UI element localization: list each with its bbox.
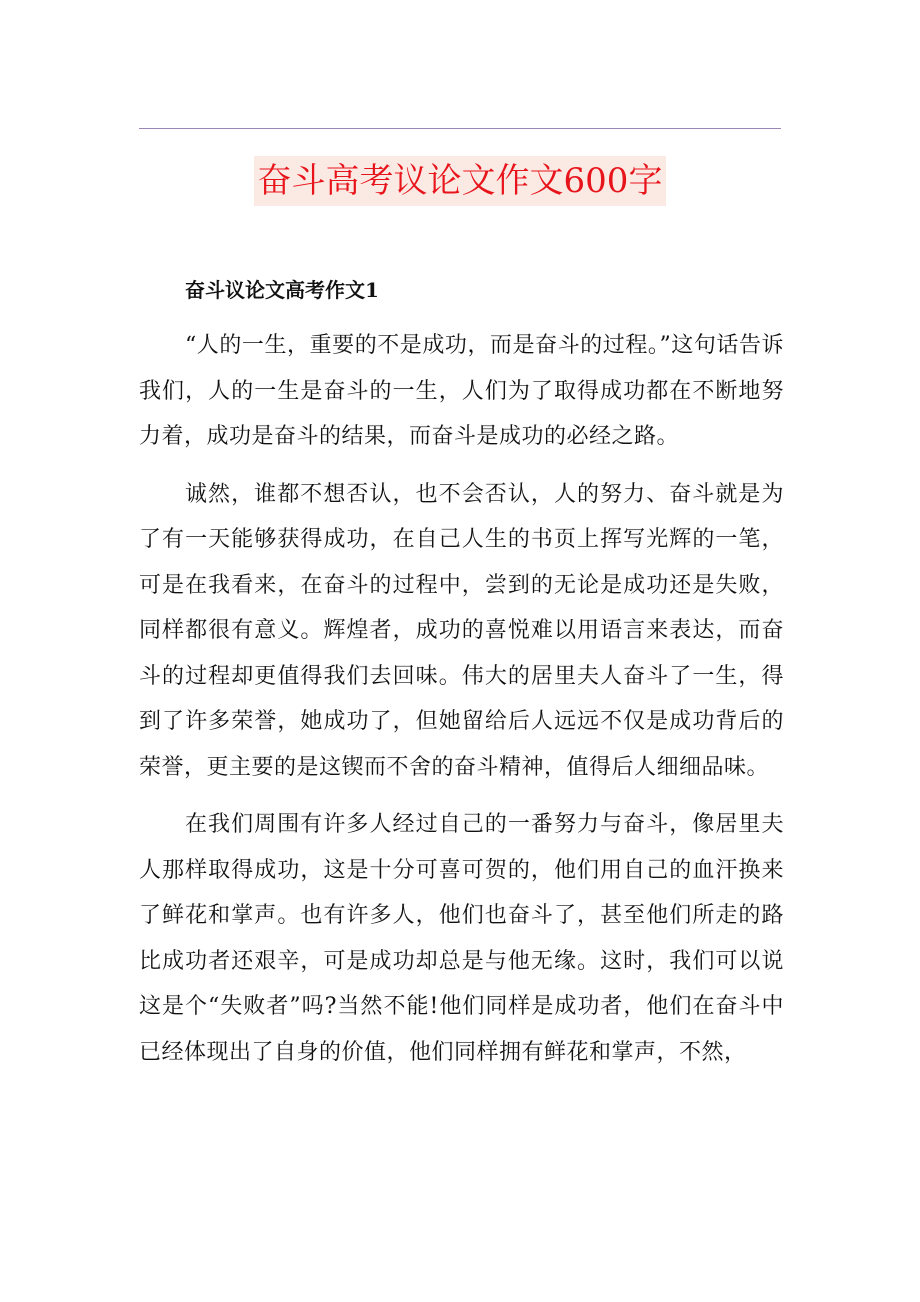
document-body: [139, 268, 784, 1087]
paragraph-1: “人的一生，重要的不是成功，而是奋斗的过程。”这句话告诉我们，人的一生是奋斗的一生，人们为了取得成功都在不断地努力着，成功是奋斗的结果，而奋斗是成功的必经之路。: [139, 333, 784, 449]
paragraph-3: 在我们周围有许多人经过自己的一番努力与奋斗，像居里夫人那样取得成功，这是十分可喜可贺的，他们用自己的血汗换来了鲜花和掌声。也有许多人，他们也奋斗了，甚至他们所走的路比成功者还艰辛，可是成功却总是与他无缘。这时，我们可以说这是个“失败者”吗?当然不能!他们同样是成功者，他们在奋斗中已经体现出了自身的价值，他们同样拥有鲜花和掌声，不然，: [139, 812, 784, 1065]
title-container: [0, 156, 920, 206]
header-divider: [139, 128, 781, 129]
paragraph-2: 诚然，谁都不想否认，也不会否认，人的努力、奋斗就是为了有一天能够获得成功，在自己人生的书页上挥写光辉的一笔，可是在我看来，在奋斗的过程中，尝到的无论是成功还是失败，同样都很有意义。辉煌者，成功的喜悦难以用语言来表达，而奋斗的过程却更值得我们去回味。伟大的居里夫人奋斗了一生，得到了许多荣誉，她成功了，但她留给后人远远不仅是成功背后的荣誉，更主要的是这锲而不舍的奋斗精神，值得后人细细品味。: [139, 481, 784, 780]
section-heading: 奋斗议论文高考作文1: [185, 278, 379, 302]
document-title: 奋斗高考议论文作文600字: [254, 156, 667, 206]
